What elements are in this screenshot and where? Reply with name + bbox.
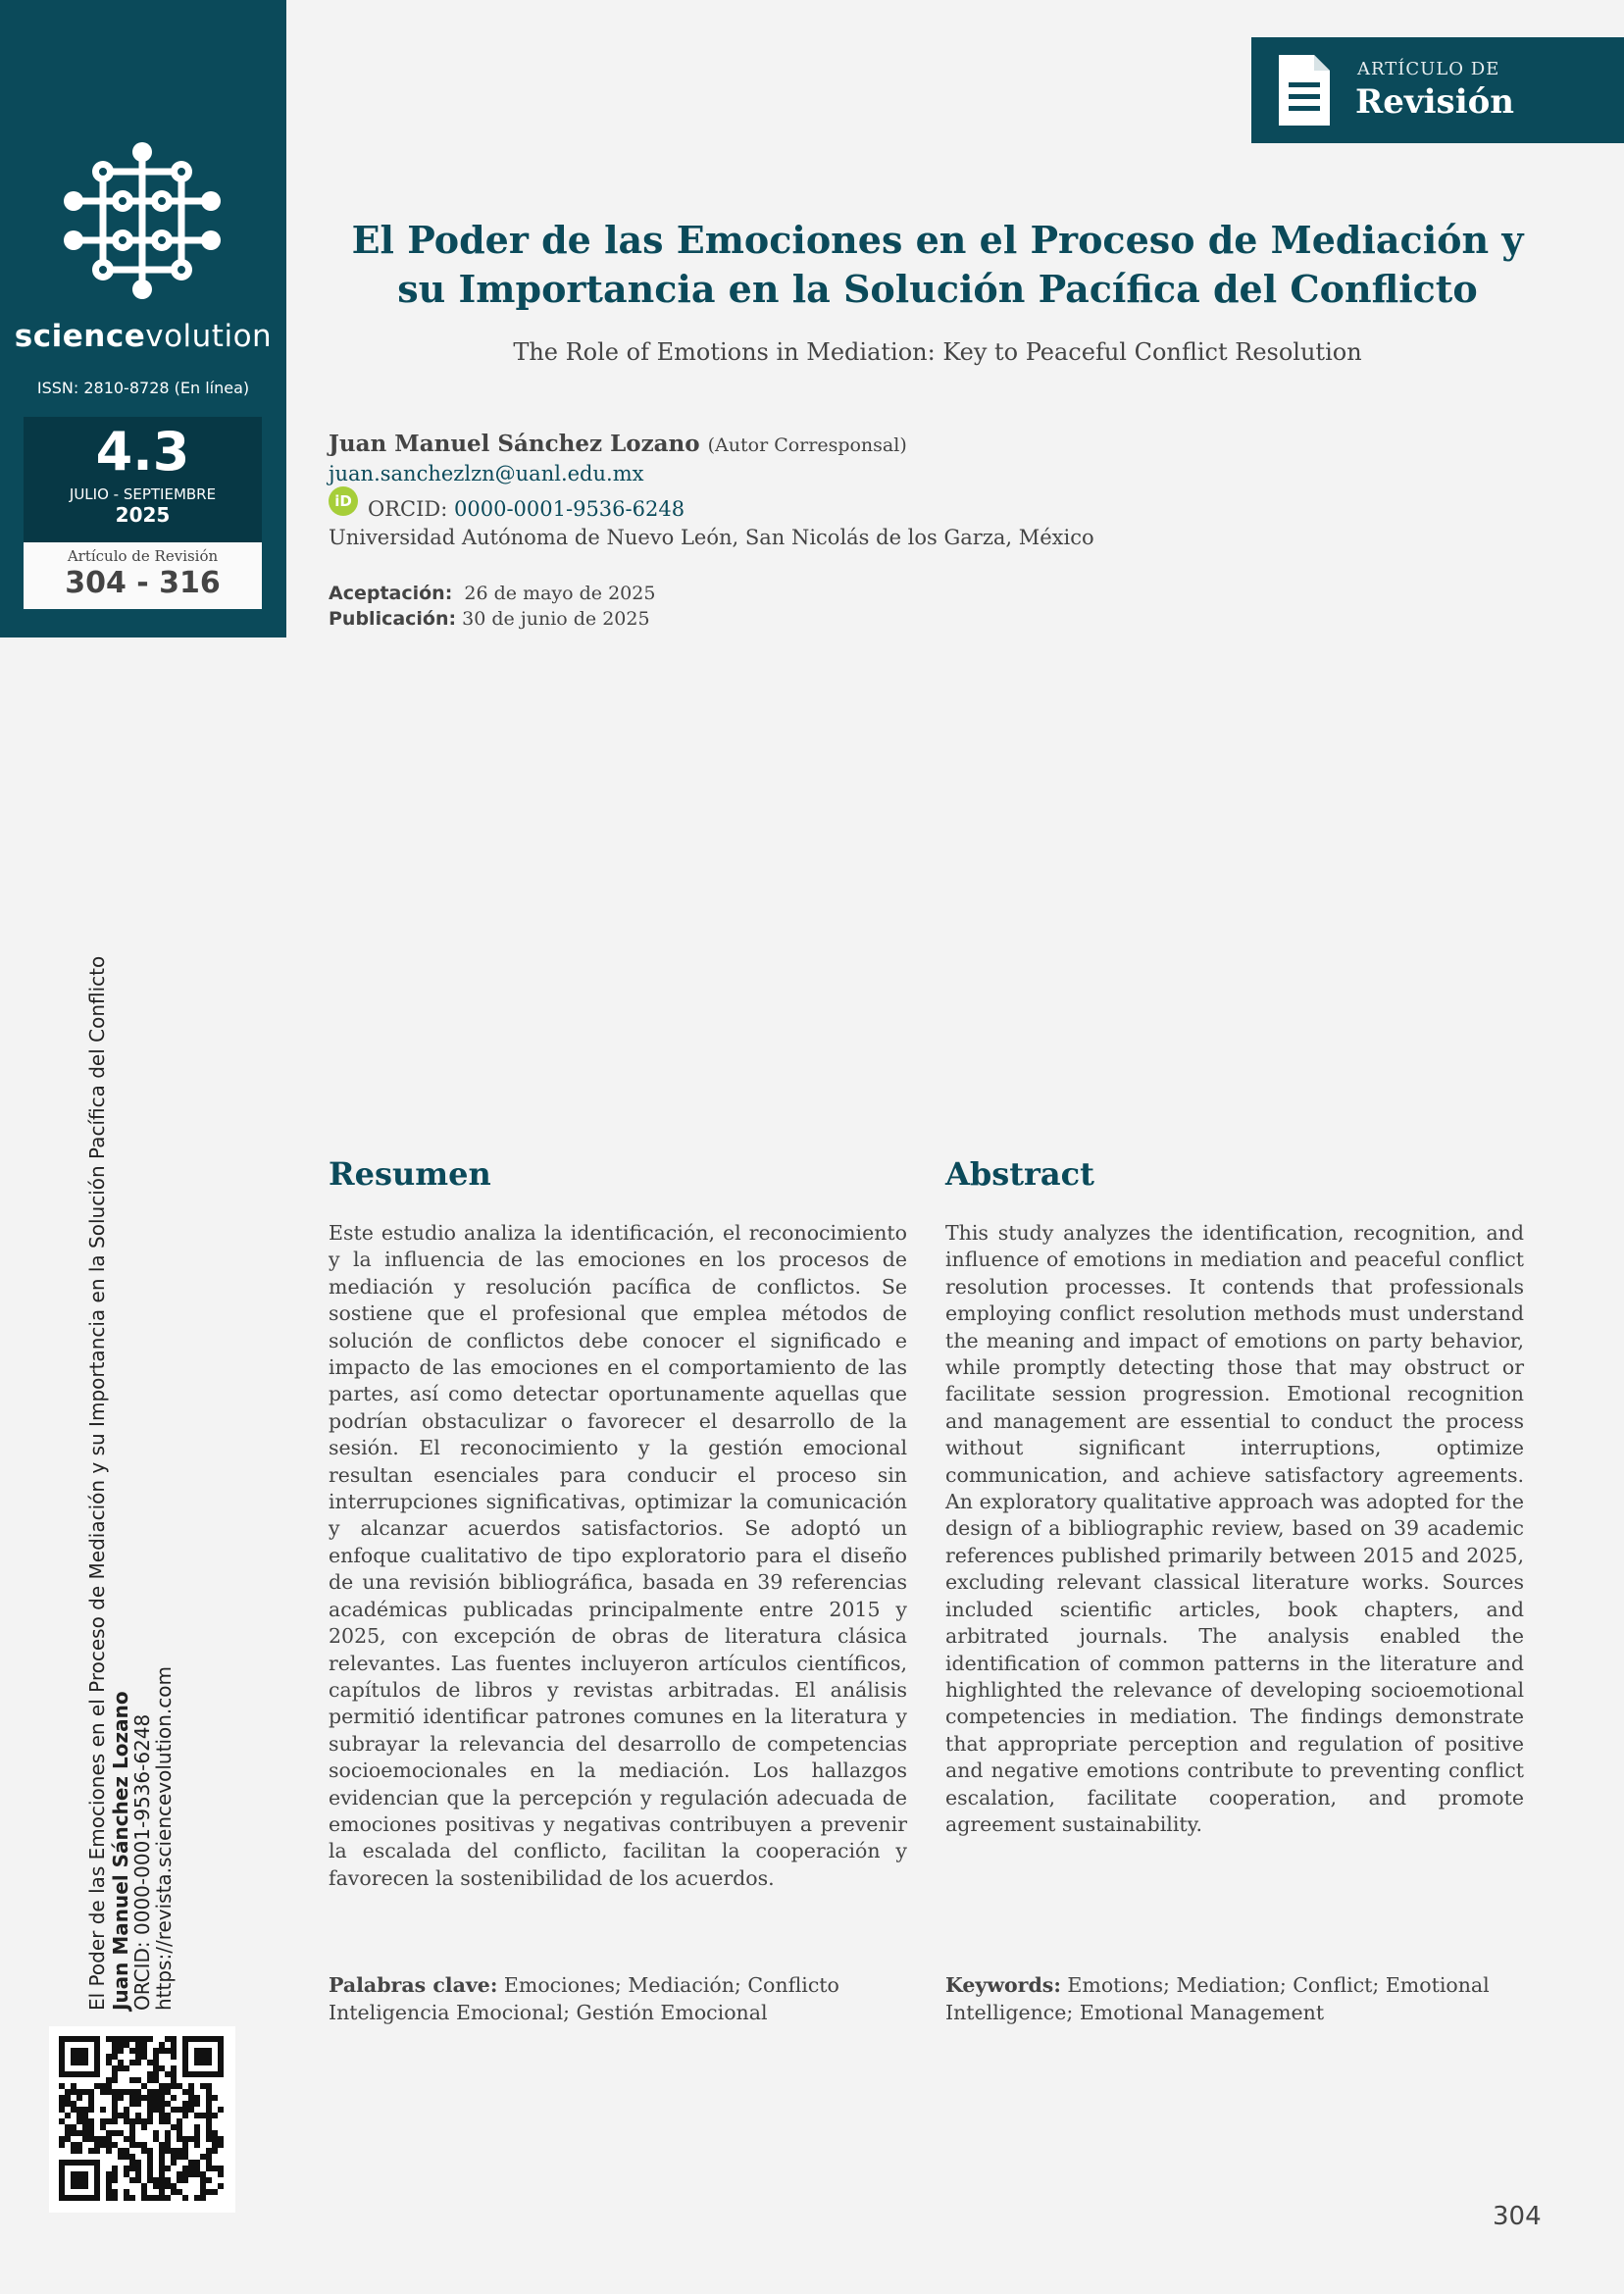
article-type-badge <box>1251 37 1624 143</box>
issue-year: 2025 <box>115 503 171 527</box>
side-title: El Poder de las Emociones en el Proceso de Mediación y su Importancia en la Solución Pacífica del Conflicto <box>85 955 109 2011</box>
side-margin-text <box>84 956 175 2011</box>
issue-box <box>24 417 262 542</box>
article-type-small: Artículo de Revisión <box>67 547 219 565</box>
orcid-row <box>329 491 1094 524</box>
abstract-keywords-label: Keywords: <box>945 1973 1061 1997</box>
page-number: 304 <box>1493 2202 1542 2231</box>
abstract-keywords <box>945 1971 1524 2026</box>
acceptance-value: 26 de mayo de 2025 <box>464 583 656 604</box>
brand-bold: science <box>14 319 146 354</box>
brand-rest: volution <box>145 319 273 354</box>
side-orcid: ORCID: 0000-0001-9536-6248 <box>130 1713 154 2011</box>
author-affiliation: Universidad Autónoma de Nuevo León, San Nicolás de los Garza, México <box>329 526 1094 549</box>
author-role: (Autor Corresponsal) <box>707 434 907 456</box>
issue-number: 4.3 <box>95 421 190 483</box>
resumen-keywords-value: Emociones; Mediación; Conflicto Inteligencia Emocional; Gestión Emocional <box>329 1973 839 2024</box>
resumen-keywords-label: Palabras clave: <box>329 1973 498 1997</box>
author-name: Juan Manuel Sánchez Lozano <box>329 431 700 457</box>
orcid-icon: iD <box>329 486 358 516</box>
journal-sidebar <box>0 0 286 637</box>
author-email[interactable]: juan.sanchezlzn@uanl.edu.mx <box>329 462 644 485</box>
page-range: 304 - 316 <box>65 566 221 600</box>
article-title: El Poder de las Emociones en el Proceso de Mediación y su Importancia en la Solución Pacífica del Conflicto <box>351 218 1524 311</box>
publication-value: 30 de junio de 2025 <box>462 608 650 630</box>
abstract-text: This study analyzes the identification, recognition, and influence of emotions in mediation and peaceful conflict resolution processes. It contends that professionals employing conflict resolution methods must understand the meaning and impact of emotions on party behavior, while promptly detecting those that may obstruct or facilitate session progression. Emotional recognition and management are essential to conduct the process without significant interruptions, optimize communication, and achieve satisfactory agreements. An exploratory qualitative approach was adopted for the design of a bibliographic review, based on 39 academic references published primarily between 2015 and 2025, excluding relevant classical literature works. Sources included scientific articles, book chapters, and arbitrated journals. The analysis enabled the identification of common patterns in the literature and highlighted the relevance of developing socioemotional competencies in mediation. The findings demonstrate that appropriate perception and regulation of positive and negative emotions contribute to preventing conflict escalation, facilitate cooperation, and promote agreement sustainability. <box>945 1221 1524 1836</box>
badge-main-label: Revisión <box>1355 82 1515 122</box>
issn: ISSN: 2810-8728 (En línea) <box>36 379 250 397</box>
resumen-heading: Resumen <box>329 1155 491 1193</box>
side-author: Juan Manuel Sánchez Lozano <box>109 1691 132 2011</box>
abstract-heading: Abstract <box>945 1155 1094 1193</box>
resumen-text: Este estudio analiza la identificación, el reconocimiento y la influencia de las emociones en los procesos de mediación y resolución pacífica de conflictos. Se sostiene que el profesional que emplea métodos de solución de conflictos debe conocer el significado e impacto de las emociones en el comportamiento de las partes, así como detectar oportunamente aquellas que podrían obstaculizar o favorecer el desarrollo de la sesión. El reconocimiento y la gestión emocional resultan esenciales para conducir el proceso sin interrupciones significativas, optimizar la comunicación y alcanzar acuerdos satisfactorios. Se adoptó un enfoque cualitativo de tipo exploratorio para el diseño de una revisión bibliográfica, basada en 39 referencias académicas publicadas principalmente entre 2015 y 2025, con excepción de obras de literatura clásica relevantes. Las fuentes incluyeron artículos científicos, capítulos de libros y revistas arbitradas. El análisis permitió identificar patrones comunes en la literatura y subrayar la relevancia del desarrollo de competencias socioemocionales en la mediación. Los hallazgos evidencian que la percepción y regulación adecuada de emociones positivas y negativas contribuyen a prevenir la escalada del conflicto, facilitan la cooperación y favorecen la sostenibilidad de los acuerdos. <box>329 1221 907 1890</box>
article-subtitle: The Role of Emotions in Mediation: Key to Peaceful Conflict Resolution <box>513 338 1362 366</box>
document-icon <box>1277 53 1332 127</box>
dates-block <box>329 581 655 632</box>
orcid-link[interactable]: 0000-0001-9536-6248 <box>454 496 685 521</box>
pages-box <box>24 542 262 609</box>
sciencevolution-logo-icon <box>59 142 226 299</box>
side-url[interactable]: https://revista.sciencevolution.com <box>152 1666 176 2011</box>
publication-label: Publicación: <box>329 608 457 630</box>
abstract-keywords-value: Emotions; Mediation; Conflict; Emotional Intelligence; Emotional Management <box>945 1973 1490 2024</box>
acceptance-label: Aceptación: <box>329 583 453 604</box>
journal-brand <box>0 319 286 354</box>
orcid-label: ORCID: <box>368 496 448 521</box>
qr-code-icon <box>49 2026 235 2213</box>
qr-code[interactable] <box>49 2026 235 2213</box>
issue-period: JULIO - SEPTIEMBRE <box>69 485 217 503</box>
badge-top-label: ARTÍCULO DE <box>1357 59 1500 79</box>
resumen-keywords <box>329 1971 907 2026</box>
author-block <box>329 430 1094 552</box>
